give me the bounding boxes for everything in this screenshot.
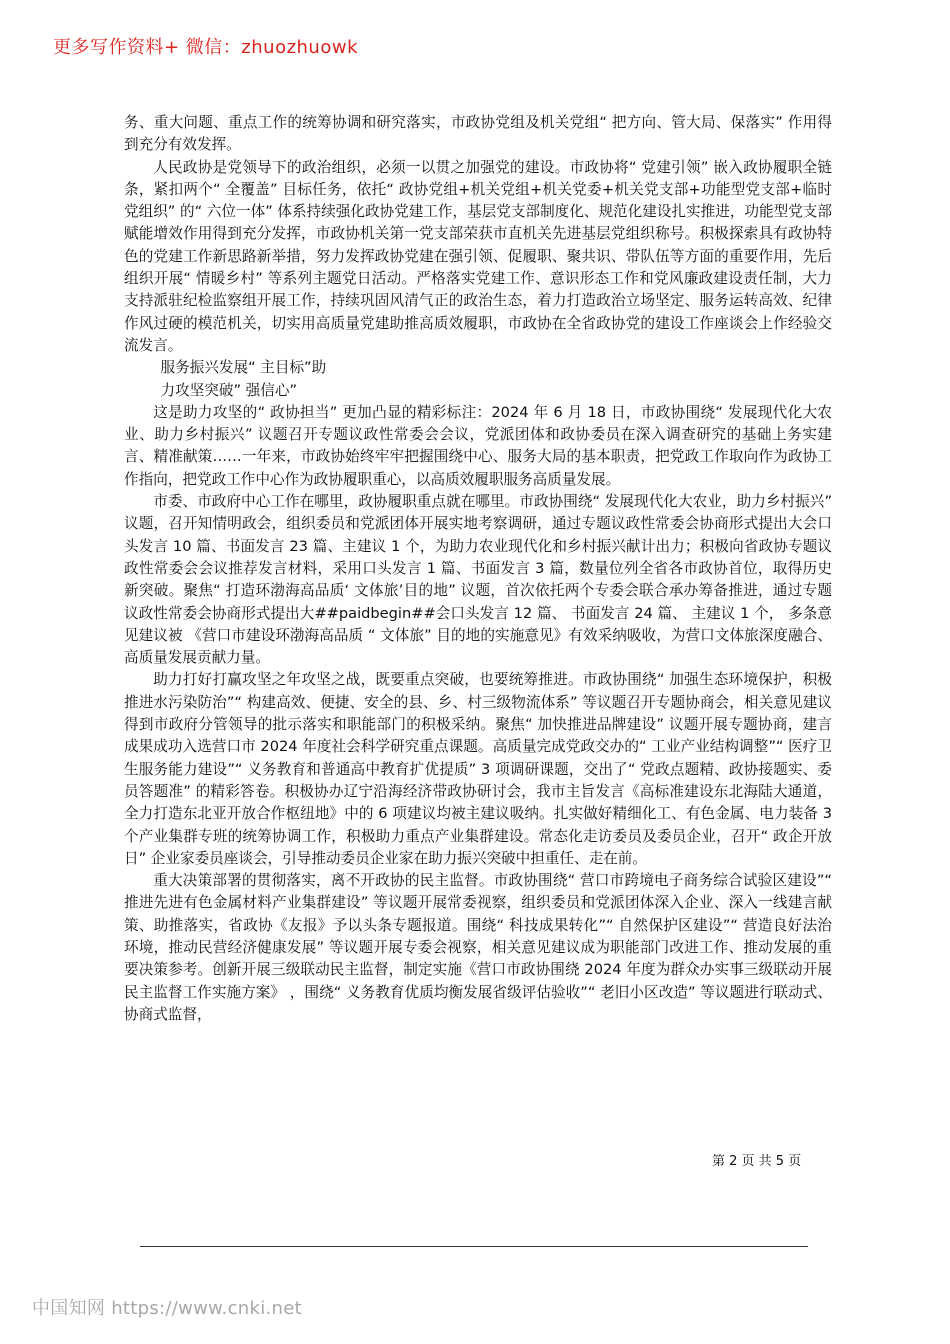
page-number: 第 2 页 共 5 页	[712, 1154, 802, 1169]
section-heading: 服务振兴发展“ 主目标”助	[160, 359, 327, 377]
paragraph: 务、重大问题、重点工作的统筹协调和研究落实，市政协党组及机关党组“ 把方向、管大局、保落实” 作用得到充分有效发挥。	[124, 114, 832, 154]
paragraph: 重大决策部署的贯彻落实，离不开政协的民主监督。市政协围绕“ 营口市跨境电子商务综合试验区建设”“ 推进先进有色金属材料产业集群建设” 等议题开展常委视察，组织委员和党派团体深入企业、深入一线建言献策、助推落实，省政协《友报》予以头条专题报道。围绕“ 科技成果转化”“ 自然保护区建设”“ 营造良好法治环境，推动民营经济健康发展” 等议题开展专委会视察，相关意见建议成为职能部门改进工作、推动发展的重要决策参考。创新开展三级联动民主监督，制定实施《营口市政协围绕 2024 年度为群众办实事三级联动开展民主监督工作实施方案》 ，围绕“ 义务教育优质均衡发展省级评估验收”“ 老旧小区改造” 等议题进行联动式、协商式监督，	[124, 872, 832, 1023]
paragraph: 这是助力攻坚的“ 政协担当” 更加凸显的精彩标注：2024 年 6 月 18 日，市政协围绕“ 发展现代化大农业、助力乡村振兴” 议题召开专题议政性常委会会议，党派团体和政协委员在深入调查研究的基础上务实建言、精准献策……一年来，市政协始终牢牢把握围绕中心、服务大局的基本职责，把党政工作取向作为政协工作指向，把党政工作中心作为政协履职重心，以高质效履职服务高质量发展。	[124, 403, 832, 488]
paragraph: 人民政协是党领导下的政治组织，必须一以贯之加强党的建设。市政协将“ 党建引领” 嵌入政协履职全链条，紧扣两个“ 全覆盖” 目标任务，依托“ 政协党组+机关党组+机关党委+机关党支部+功能型党支部+临时党组织” 的“ 六位一体” 体系持续强化政协党建工作，基层党支部制度化、规范化建设扎实推进，功能型党支部赋能增效作用得到充分发挥，市政协机关第一党支部荣获市直机关先进基层党组织称号。积极探索具有政协特色的党建工作新思路新举措，努力发挥政协党建在强引领、促履职、聚共识、带队伍等方面的重要作用，先后组织开展“ 情暖乡村” 等系列主题党日活动。严格落实党建工作、意识形态工作和党风廉政建设责任制，大力支持派驻纪检监察组开展工作，持续巩固风清气正的政治生态，着力打造政治立场坚定、服务运转高效、纪律作风过硬的模范机关，切实用高质量党建助推高质效履职，市政协在全省政协党的建设工作座谈会上作经验交流发言。	[124, 158, 832, 354]
paragraph: 助力打好打赢攻坚之年攻坚之战，既要重点突破，也要统筹推进。市政协围绕“ 加强生态环境保护，积极推进水污染防治”“ 构建高效、便捷、安全的县、乡、村三级物流体系” 等议题召开专题协商会，相关意见建议得到市政府分管领导的批示落实和职能部门的积极采纳。聚焦“ 加快推进品牌建设” 议题开展专题协商，建言成果成功入选营口市 2024 年度社会科学研究重点课题。高质量完成党政交办的“ 工业产业结构调整”“ 医疗卫生服务能力建设”“ 义务教育和普通高中教育扩优提质” 3 项调研课题，交出了“ 党政点题精、政协接题实、委员答题准” 的精彩答卷。积极协办辽宁沿海经济带政协研讨会，我市主旨发言《高标准建设东北海陆大通道，全力打造东北亚开放合作枢纽地》中的 6 项建议均被主建议吸纳。扎实做好精细化工、有色金属、电力装备 3 个产业集群专班的统筹协调工作，积极助力重点产业集群建设。常态化走访委员及委员企业，召开“ 政企开放日” 企业家委员座谈会，引导推动委员企业家在助力振兴突破中担重任、走在前。	[124, 671, 832, 867]
section-heading: 力攻坚突破” 强信心”	[160, 381, 298, 399]
footer-divider	[140, 1246, 808, 1247]
document-body	[124, 112, 832, 1026]
promo-banner: 更多写作资料+ 微信：zhuozhuowk	[53, 37, 359, 58]
paragraph: 市委、市政府中心工作在哪里，政协履职重点就在哪里。市政协围绕“ 发展现代化大农业，助力乡村振兴” 议题，召开知情明政会，组织委员和党派团体开展实地考察调研，通过专题议政性常委会协商形式提出大会口头发言 10 篇、书面发言 23 篇、主建议 1 个，为助力农业现代化和乡村振兴献计出力；积极向省政协专题议政性常委会会议推荐发言材料，采用口头发言 1 篇、书面发言 3 篇，数量位列全省各市政协首位，取得历史新突破。聚焦“ 打造环渤海高品质‘ 文体旅’目的地” 议题，首次依托两个专委会联合承办筹备推进，通过专题议政性常委会协商形式提出大##paidbegin##会口头发言 12 篇、 书面发言 24 篇、 主建议 1 个， 多条意见建议被 《营口市建设环渤海高品质 “ 文体旅” 目的地的实施意见》有效采纳吸收，为营口文体旅深度融合、高质量发展贡献力量。	[124, 493, 832, 667]
source-footer: 中国知网 https://www.cnki.net	[32, 1298, 302, 1319]
